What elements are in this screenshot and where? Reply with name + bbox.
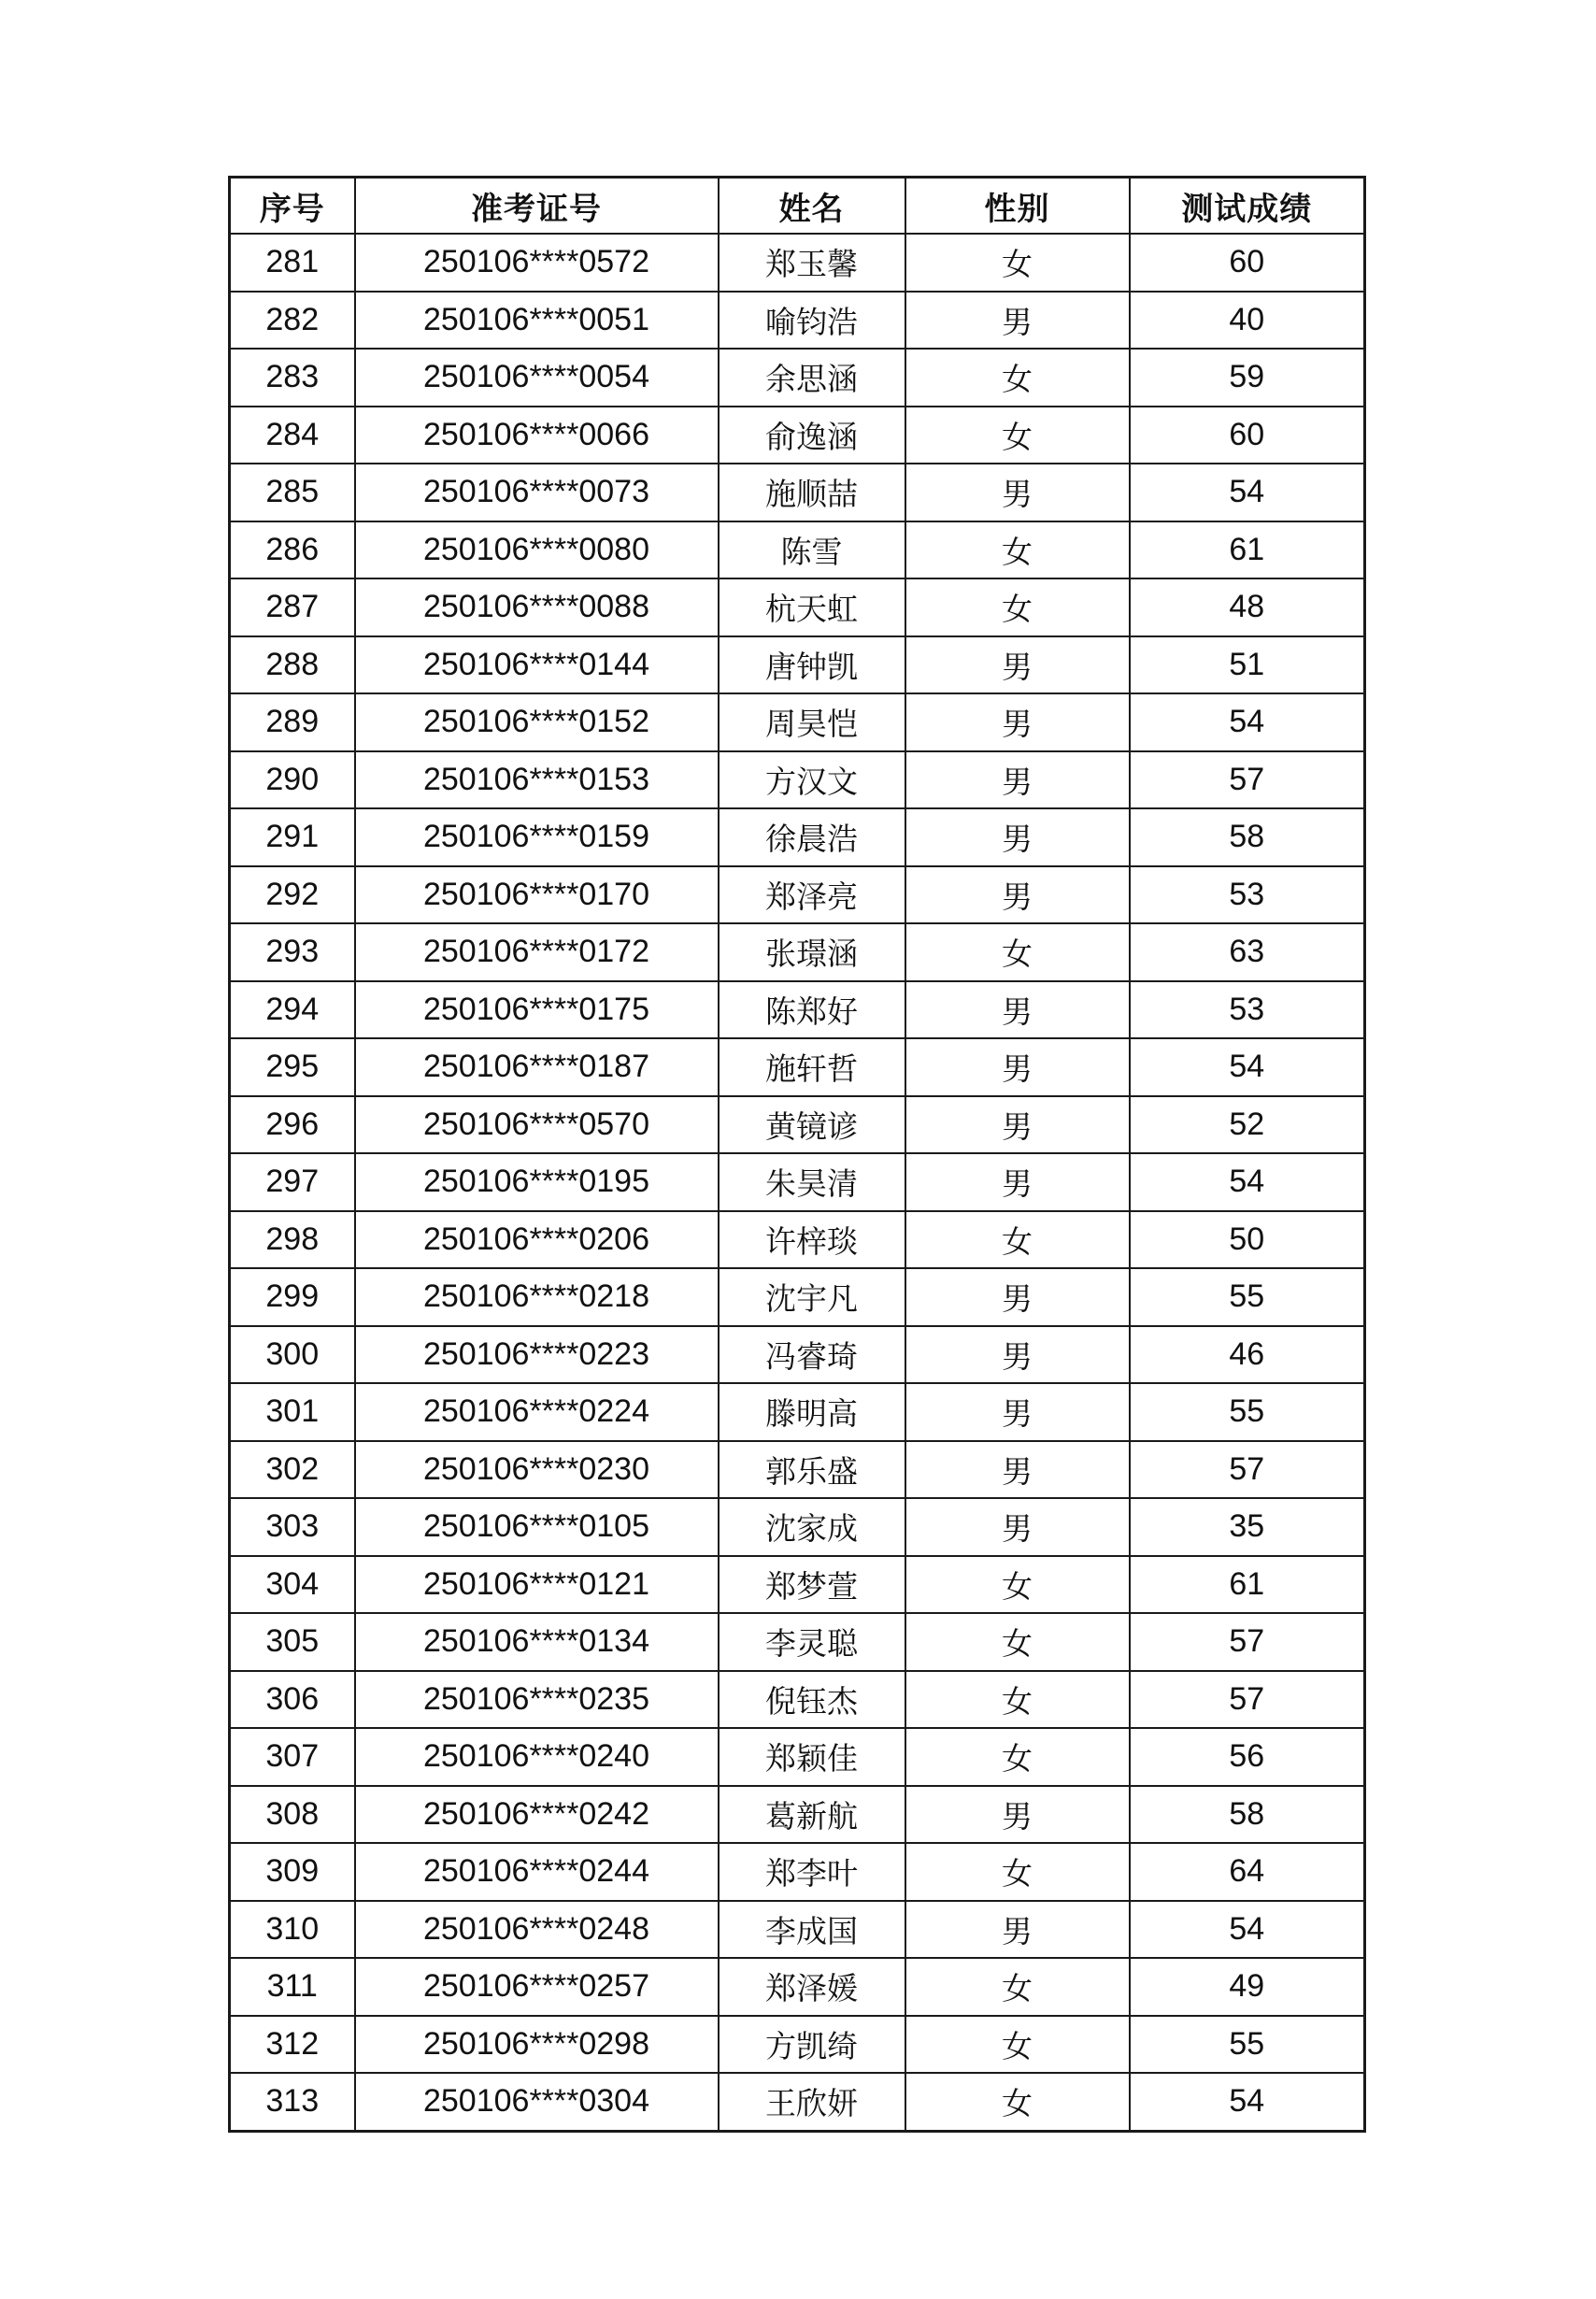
- cell-exam-id: 250106****0572: [355, 234, 719, 292]
- cell-exam-id: 250106****0187: [355, 1038, 719, 1096]
- header-gender: 性别: [905, 178, 1130, 235]
- table-row: [230, 292, 1365, 350]
- cell-exam-id: 250106****0153: [355, 751, 719, 809]
- cell-seq: 310: [230, 1901, 355, 1959]
- cell-score: 53: [1130, 866, 1365, 924]
- cell-seq: 290: [230, 751, 355, 809]
- cell-gender: 女: [905, 1843, 1130, 1901]
- header-score: 测试成绩: [1130, 178, 1365, 235]
- cell-seq: 302: [230, 1441, 355, 1499]
- cell-score: 40: [1130, 292, 1365, 350]
- cell-name: 周昊恺: [719, 693, 905, 751]
- cell-exam-id: 250106****0073: [355, 464, 719, 521]
- table-row: [230, 1211, 1365, 1269]
- cell-score: 57: [1130, 1613, 1365, 1671]
- cell-exam-id: 250106****0170: [355, 866, 719, 924]
- table-row: [230, 693, 1365, 751]
- cell-gender: 男: [905, 1096, 1130, 1154]
- table-row: [230, 636, 1365, 694]
- cell-score: 57: [1130, 1671, 1365, 1729]
- table-row: [230, 751, 1365, 809]
- cell-gender: 男: [905, 751, 1130, 809]
- cell-name: 方凯绮: [719, 2016, 905, 2074]
- cell-score: 64: [1130, 1843, 1365, 1901]
- cell-score: 49: [1130, 1958, 1365, 2016]
- cell-name: 郭乐盛: [719, 1441, 905, 1499]
- table-row: [230, 1613, 1365, 1671]
- cell-score: 35: [1130, 1498, 1365, 1556]
- cell-name: 郑泽亮: [719, 866, 905, 924]
- cell-seq: 292: [230, 866, 355, 924]
- cell-gender: 男: [905, 1441, 1130, 1499]
- cell-name: 俞逸涵: [719, 407, 905, 464]
- cell-seq: 297: [230, 1153, 355, 1211]
- cell-gender: 女: [905, 1958, 1130, 2016]
- cell-name: 朱昊清: [719, 1153, 905, 1211]
- cell-seq: 296: [230, 1096, 355, 1154]
- cell-exam-id: 250106****0235: [355, 1671, 719, 1729]
- table-row: [230, 808, 1365, 866]
- table-row: [230, 981, 1365, 1039]
- cell-seq: 312: [230, 2016, 355, 2074]
- cell-name: 李成国: [719, 1901, 905, 1959]
- cell-name: 余思涵: [719, 349, 905, 407]
- table-row: [230, 1326, 1365, 1384]
- cell-name: 李灵聪: [719, 1613, 905, 1671]
- cell-score: 53: [1130, 981, 1365, 1039]
- cell-score: 50: [1130, 1211, 1365, 1269]
- table-row: [230, 578, 1365, 636]
- table-row: [230, 1958, 1365, 2016]
- cell-name: 黄镜谚: [719, 1096, 905, 1154]
- cell-gender: 男: [905, 1326, 1130, 1384]
- cell-score: 46: [1130, 1326, 1365, 1384]
- cell-name: 王欣妍: [719, 2073, 905, 2131]
- cell-name: 滕明高: [719, 1383, 905, 1441]
- table-row: [230, 1441, 1365, 1499]
- cell-seq: 298: [230, 1211, 355, 1269]
- cell-exam-id: 250106****0134: [355, 1613, 719, 1671]
- cell-exam-id: 250106****0175: [355, 981, 719, 1039]
- cell-exam-id: 250106****0244: [355, 1843, 719, 1901]
- table-row: [230, 1786, 1365, 1844]
- cell-score: 60: [1130, 407, 1365, 464]
- cell-gender: 男: [905, 1901, 1130, 1959]
- table-row: [230, 234, 1365, 292]
- cell-score: 55: [1130, 1268, 1365, 1326]
- cell-gender: 女: [905, 1556, 1130, 1614]
- cell-exam-id: 250106****0159: [355, 808, 719, 866]
- cell-gender: 男: [905, 981, 1130, 1039]
- cell-seq: 299: [230, 1268, 355, 1326]
- table-row: [230, 1843, 1365, 1901]
- header-row: [230, 178, 1365, 235]
- cell-name: 施轩哲: [719, 1038, 905, 1096]
- cell-name: 郑颖佳: [719, 1728, 905, 1786]
- table-row: [230, 1498, 1365, 1556]
- cell-score: 54: [1130, 693, 1365, 751]
- header-exam-id: 准考证号: [355, 178, 719, 235]
- cell-gender: 男: [905, 1153, 1130, 1211]
- table-row: [230, 1556, 1365, 1614]
- cell-score: 55: [1130, 2016, 1365, 2074]
- cell-seq: 287: [230, 578, 355, 636]
- cell-exam-id: 250106****0144: [355, 636, 719, 694]
- cell-gender: 男: [905, 866, 1130, 924]
- cell-exam-id: 250106****0051: [355, 292, 719, 350]
- cell-exam-id: 250106****0570: [355, 1096, 719, 1154]
- cell-gender: 男: [905, 1383, 1130, 1441]
- table-row: [230, 1038, 1365, 1096]
- table-header: [230, 178, 1365, 235]
- cell-gender: 女: [905, 923, 1130, 981]
- cell-score: 56: [1130, 1728, 1365, 1786]
- cell-name: 陈郑好: [719, 981, 905, 1039]
- cell-score: 57: [1130, 751, 1365, 809]
- table-row: [230, 1153, 1365, 1211]
- cell-gender: 女: [905, 1671, 1130, 1729]
- cell-seq: 313: [230, 2073, 355, 2131]
- cell-gender: 男: [905, 464, 1130, 521]
- cell-name: 郑泽媛: [719, 1958, 905, 2016]
- cell-seq: 285: [230, 464, 355, 521]
- cell-score: 54: [1130, 1038, 1365, 1096]
- cell-exam-id: 250106****0240: [355, 1728, 719, 1786]
- cell-gender: 男: [905, 693, 1130, 751]
- cell-score: 58: [1130, 1786, 1365, 1844]
- table-row: [230, 1671, 1365, 1729]
- table-row: [230, 866, 1365, 924]
- cell-gender: 女: [905, 2073, 1130, 2131]
- table-row: [230, 407, 1365, 464]
- cell-seq: 300: [230, 1326, 355, 1384]
- table-row: [230, 1096, 1365, 1154]
- cell-score: 51: [1130, 636, 1365, 694]
- cell-seq: 304: [230, 1556, 355, 1614]
- cell-name: 冯睿琦: [719, 1326, 905, 1384]
- cell-score: 54: [1130, 2073, 1365, 2131]
- cell-name: 唐钟凯: [719, 636, 905, 694]
- cell-name: 许梓琰: [719, 1211, 905, 1269]
- table-row: [230, 349, 1365, 407]
- cell-name: 喻钧浩: [719, 292, 905, 350]
- cell-exam-id: 250106****0152: [355, 693, 719, 751]
- cell-name: 郑梦萱: [719, 1556, 905, 1614]
- table-row: [230, 2016, 1365, 2074]
- cell-name: 沈家成: [719, 1498, 905, 1556]
- cell-seq: 291: [230, 808, 355, 866]
- cell-gender: 女: [905, 349, 1130, 407]
- cell-exam-id: 250106****0054: [355, 349, 719, 407]
- cell-gender: 女: [905, 234, 1130, 292]
- cell-name: 杭天虹: [719, 578, 905, 636]
- cell-gender: 男: [905, 808, 1130, 866]
- cell-seq: 307: [230, 1728, 355, 1786]
- cell-exam-id: 250106****0304: [355, 2073, 719, 2131]
- cell-score: 48: [1130, 578, 1365, 636]
- cell-score: 61: [1130, 521, 1365, 579]
- cell-score: 59: [1130, 349, 1365, 407]
- cell-score: 57: [1130, 1441, 1365, 1499]
- table-body: [230, 234, 1365, 2131]
- cell-exam-id: 250106****0121: [355, 1556, 719, 1614]
- cell-exam-id: 250106****0105: [355, 1498, 719, 1556]
- header-seq: 序号: [230, 178, 355, 235]
- cell-gender: 男: [905, 1498, 1130, 1556]
- cell-exam-id: 250106****0195: [355, 1153, 719, 1211]
- cell-seq: 303: [230, 1498, 355, 1556]
- cell-score: 54: [1130, 1153, 1365, 1211]
- cell-gender: 男: [905, 1786, 1130, 1844]
- cell-exam-id: 250106****0230: [355, 1441, 719, 1499]
- cell-gender: 男: [905, 1038, 1130, 1096]
- cell-gender: 女: [905, 407, 1130, 464]
- cell-seq: 294: [230, 981, 355, 1039]
- cell-name: 郑李叶: [719, 1843, 905, 1901]
- cell-exam-id: 250106****0248: [355, 1901, 719, 1959]
- cell-name: 葛新航: [719, 1786, 905, 1844]
- cell-exam-id: 250106****0257: [355, 1958, 719, 2016]
- cell-score: 63: [1130, 923, 1365, 981]
- table-row: [230, 1728, 1365, 1786]
- cell-seq: 288: [230, 636, 355, 694]
- cell-name: 徐晨浩: [719, 808, 905, 866]
- cell-seq: 308: [230, 1786, 355, 1844]
- cell-score: 52: [1130, 1096, 1365, 1154]
- table-row: [230, 1901, 1365, 1959]
- cell-exam-id: 250106****0206: [355, 1211, 719, 1269]
- cell-name: 沈宇凡: [719, 1268, 905, 1326]
- cell-exam-id: 250106****0218: [355, 1268, 719, 1326]
- table-row: [230, 1383, 1365, 1441]
- cell-exam-id: 250106****0224: [355, 1383, 719, 1441]
- cell-seq: 284: [230, 407, 355, 464]
- cell-exam-id: 250106****0088: [355, 578, 719, 636]
- cell-seq: 301: [230, 1383, 355, 1441]
- cell-name: 施顺喆: [719, 464, 905, 521]
- cell-score: 54: [1130, 1901, 1365, 1959]
- table-row: [230, 923, 1365, 981]
- cell-seq: 309: [230, 1843, 355, 1901]
- cell-seq: 306: [230, 1671, 355, 1729]
- cell-score: 55: [1130, 1383, 1365, 1441]
- score-table: [228, 176, 1366, 2133]
- cell-score: 60: [1130, 234, 1365, 292]
- cell-seq: 311: [230, 1958, 355, 2016]
- cell-gender: 男: [905, 1268, 1130, 1326]
- cell-score: 58: [1130, 808, 1365, 866]
- cell-score: 61: [1130, 1556, 1365, 1614]
- cell-gender: 女: [905, 2016, 1130, 2074]
- header-name: 姓名: [719, 178, 905, 235]
- cell-gender: 男: [905, 636, 1130, 694]
- cell-seq: 305: [230, 1613, 355, 1671]
- cell-exam-id: 250106****0242: [355, 1786, 719, 1844]
- cell-seq: 295: [230, 1038, 355, 1096]
- cell-exam-id: 250106****0172: [355, 923, 719, 981]
- cell-gender: 女: [905, 1613, 1130, 1671]
- cell-gender: 男: [905, 292, 1130, 350]
- cell-seq: 293: [230, 923, 355, 981]
- cell-score: 54: [1130, 464, 1365, 521]
- table-row: [230, 1268, 1365, 1326]
- table-row: [230, 464, 1365, 521]
- cell-gender: 女: [905, 521, 1130, 579]
- table-row: [230, 2073, 1365, 2131]
- cell-gender: 女: [905, 1211, 1130, 1269]
- cell-seq: 282: [230, 292, 355, 350]
- cell-exam-id: 250106****0080: [355, 521, 719, 579]
- cell-seq: 286: [230, 521, 355, 579]
- cell-seq: 289: [230, 693, 355, 751]
- cell-seq: 283: [230, 349, 355, 407]
- cell-gender: 女: [905, 578, 1130, 636]
- cell-exam-id: 250106****0223: [355, 1326, 719, 1384]
- cell-name: 陈雪: [719, 521, 905, 579]
- cell-name: 方汉文: [719, 751, 905, 809]
- cell-seq: 281: [230, 234, 355, 292]
- cell-name: 倪钰杰: [719, 1671, 905, 1729]
- cell-name: 张璟涵: [719, 923, 905, 981]
- cell-gender: 女: [905, 1728, 1130, 1786]
- table-row: [230, 521, 1365, 579]
- cell-exam-id: 250106****0066: [355, 407, 719, 464]
- cell-exam-id: 250106****0298: [355, 2016, 719, 2074]
- cell-name: 郑玉馨: [719, 234, 905, 292]
